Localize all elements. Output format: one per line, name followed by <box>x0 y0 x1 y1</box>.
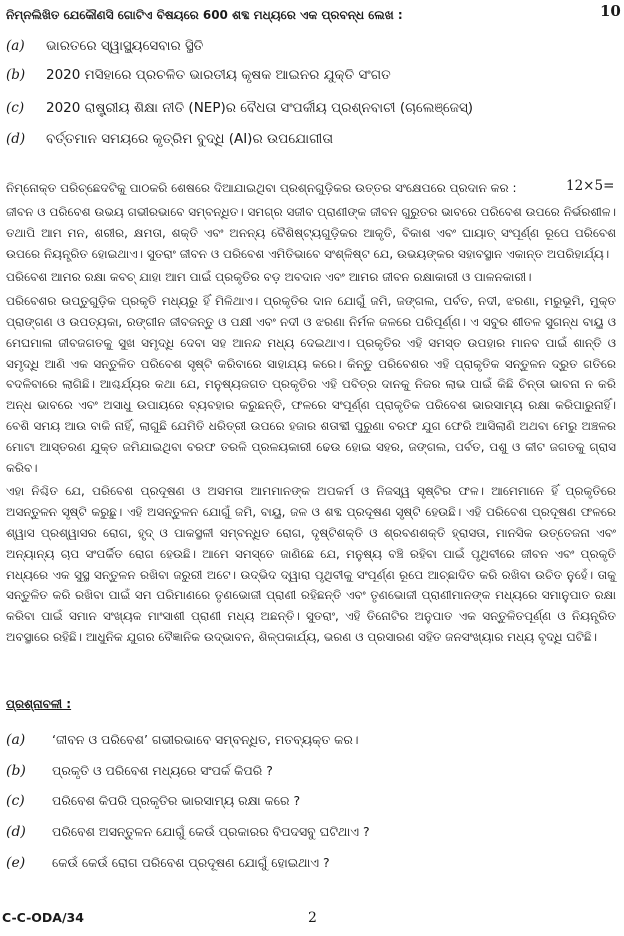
questions-heading: ପ୍ରଶ୍ନାବଳୀ : <box>6 697 72 711</box>
question-label: (d) <box>6 824 26 840</box>
option-text: 2020 ମସିହାରେ ପ୍ରଚଳିତ ଭାରତୀୟ କୃଷକ ଆଇନର ଯୁକ୍ତି ସଂଗତ <box>46 67 391 83</box>
question-text: ପ୍ରକୃତି ଓ ପରିବେଶ ମଧ୍ୟରେ ସଂପର୍କ କିପରି ? <box>52 763 273 778</box>
option-text: ଭାରତରେ ସ୍ୱାସ୍ଥ୍ୟସେବାର ସ୍ଥିତି <box>46 38 204 54</box>
passage-paragraph: ଜୀବନ ଓ ପରିବେଶ ଉଭୟ ଗଭୀରଭାବେ ସମ୍ବନ୍ଧିତ। ସମଗ୍ର ସଜୀବ ପ୍ରାଣୀଙ୍କ ଜୀବନ ଗୁରୁତର ଭାବରେ ପରିବେଶ ଉପରେ ନିର୍ଭରଶୀଳ। ତଥାପି ଆମ ମନ, ଶରୀର, କ୍ଷମତା, ଶକ୍ତି ଏବଂ ଅନନ୍ୟ ବୈଶିଷ୍ଟ୍ୟଗୁଡ଼ିକର ଆକୃତି, ବିକାଶ ଏବଂ ଘାୟାତ୍ ସଂପୂର୍ଣ୍ଣ ରୂପେ ପରିବେଶ ଉପରେ ନିୟନ୍ତ୍ରିତ ହୋଇଥାଏ। ସୁତରାଂ ଜୀବନ ଓ ପରିବେଶ ଏମିତିଭାବେ ସଂଶ୍ଳିଷ୍ଟ ଯେ, ଉଭୟଙ୍କର ସହାବସ୍ଥାନ ଏକାନ୍ତ ଅପରିହାର୍ଯ୍ୟ। <box>6 205 616 261</box>
comprehension-instruction: ନିମ୍ନୋକ୍ତ ପରିଚ୍ଛେଦଟିକୁ ପାଠକରି ଶେଷରେ ଦିଆଯାଇଥିବା ପ୍ରଶ୍ନଗୁଡ଼ିକର ଉତ୍ତର ସଂକ୍ଷେପରେ ପ୍ରଦାନ କର : <box>6 181 517 195</box>
essay-option <box>6 131 333 147</box>
essay-option <box>6 100 473 116</box>
passage-paragraph: ପରିବେଶର ଉପ୍ତୁଗୁଡ଼ିକ ପ୍ରକୃତି ମଧ୍ୟରୁ ହିଁ ମିଳିଥାଏ। ପ୍ରକୃତିର ଦାନ ଯୋଗୁଁ ଜମି, ଜଙ୍ଗଲ, ପର୍ବତ, ନଦୀ, ଝରଣା, ମରୁଭୂମି, ମୁକ୍ତ ପ୍ରାଙ୍ଗଣ ଓ ଉପତ୍ୟକା, ରଙ୍ଗୀନ ଜୀବଜନ୍ତୁ ଓ ପକ୍ଷୀ ଏବଂ ନଦୀ ଓ ଝରଣା ନିର୍ମଳ ଜଳରେ ପରିପୂର୍ଣ୍ଣ। ଏ ସବୁର ଶୀତଳ ସୁଗନ୍ଧ ବାୟୁ ଓ ମେଘମାଳା ଜୀବଜଗତକୁ ସୁଖ ସମୃଦ୍ଧି ଦେବା ସହ ଆନନ୍ଦ ମଧ୍ୟ ଦେଇଥାଏ। ପ୍ରକୃତିର ଏହି ସମସ୍ତ ଉପହାର ମାନବ ପାଇଁ ଶାନ୍ତି ଓ ସମୃଦ୍ଧି ଆଣି ଏକ ସନ୍ତୁଳିତ ପରିବେଶ ସୃଷ୍ଟି କରିବାରେ ସାହାଯ୍ୟ କରେ। କିନ୍ତୁ ପରିବେଶର ଏହି ପ୍ରାକୃତିକ ସନ୍ତୁଳନ ଦ୍ରୁତ ଗତିରେ ବଦଳିବାରେ ଲାଗିଛି। ଆଶ୍ଚର୍ଯ୍ୟର କଥା ଯେ, ମନୁଷ୍ୟଜଗତ ପ୍ରକୃତିର ଏହି ପବିତ୍ର ଦାନକୁ ନିଜର ଲାଭ ପାଇଁ କିଛି ଚିନ୍ତା ଭାବନା ନ କରି ଅନ୍ଧ ଭାବରେ ଏବଂ ଅସାଧୁ ଉପାୟରେ ବ୍ୟବହାର କରୁଛନ୍ତି, ଫଳରେ ସଂପୂର୍ଣ୍ଣ ପ୍ରାକୃତିକ ପରିବେଶ ଭାରସାମ୍ୟ ରକ୍ଷା କରିପାରୁନାହିଁ। ବେଶି ସମୟ ଆଉ ବାକି ନାହିଁ, ଲାଗୁଛି ଯେମିତି ଧରିତ୍ରୀ ଉପରେ ହଜାର ଶତାବ୍ଦୀ ପୁରୁଣା ବରଫ ଯୁଗ ଫେରି ଆସିଲାଣି ଅଥବା ମେରୁ ଅଞ୍ଚଳର ମୋଟା ଆସ୍ତରଣ ଯୁକ୍ତ ଜମିଯାଇଥିବା ବରଫ ତରଳି ପ୍ରଳୟକାରୀ ଢେଉ ହୋଇ ସହର, ଜଙ୍ଗଲ, ପର୍ବତ, ପଶୁ ଓ କୀଟ ଜଗତକୁ ଗ୍ରାସ କରିବ। <box>6 294 616 475</box>
question-item <box>6 732 359 748</box>
question-label: (c) <box>6 793 25 809</box>
question-item <box>6 793 300 809</box>
option-label: (c) <box>6 100 25 116</box>
question-label: (a) <box>6 732 26 748</box>
question-text: କେଉଁ କେଉଁ ରୋଗ ପରିବେଶ ପ୍ରଦୂଷଣ ଯୋଗୁଁ ହୋଇଥାଏ ? <box>52 855 330 870</box>
paper-code: C-C-ODA/34 <box>2 910 84 925</box>
option-label: (d) <box>6 131 26 147</box>
passage-paragraph: ଏହା ନିଶ୍ଚିତ ଯେ, ପରିବେଶ ପ୍ରଦୂଷଣ ଓ ଅସମତା ଆମମାନଙ୍କ ଅପକର୍ମ ଓ ନିଜସ୍ୱ ସୃଷ୍ଟିର ଫଳ। ଆମେମାନେ ହିଁ ପ୍ରକୃତିରେ ଅସନ୍ତୁଳନ ସୃଷ୍ଟି କରୁଛୁ। ଏହି ଅସନ୍ତୁଳନ ଯୋଗୁଁ ଜମି, ବାୟୁ, ଜଳ ଓ ଶବ୍ଦ ପ୍ରଦୂଷଣ ସୃଷ୍ଟି ହେଉଛି। ଏହି ପରିବେଶ ପ୍ରଦୂଷଣ ଫଳରେ ଶ୍ୱାସ ପ୍ରଶ୍ୱାସର ରୋଗ, ହୃଦ୍ ଓ ପାକସ୍ଥଳୀ ସମ୍ବନ୍ଧିତ ରୋଗ, ଦୃଷ୍ଟିଶକ୍ତି ଓ ଶ୍ରବଣଶକ୍ତି ହ୍ରାସତା, ମାନସିକ ଉତ୍ତେଜନା ଏବଂ ଅନ୍ୟାନ୍ୟ ଚାପ ସଂପର୍କିତ ରୋଗ ହେଉଛି। ଆମେ ସମସ୍ତେ ଜାଣିଛେ ଯେ, ମନୁଷ୍ୟ ବଞ୍ଚି ରହିବା ପାଇଁ ପୃଥିବୀରେ ଜୀବନ ଏବଂ ପ୍ରକୃତି ମଧ୍ୟରେ ଏକ ସୁସ୍ଥ ସନ୍ତୁଳନ ରଖିବା ଜରୁରୀ ଅଟେ। ଉଦ୍ଭିଦ ଦ୍ୱାରା ପୃଥିବୀକୁ ସଂପୂର୍ଣ୍ଣ ରୂପେ ଆଚ୍ଛାଦିତ କରି ରଖିବା ଉଚିତ ନୁହେଁ। ତାକୁ ସନ୍ତୁଳିତ କରି ରଖିବା ପାଇଁ ସମ ପରିମାଣରେ ତୃଣଭୋଜୀ ପ୍ରାଣୀ ରହିଛନ୍ତି ଏବଂ ତୃଣଭୋଜୀ ପ୍ରାଣୀମାନଙ୍କ ମଧ୍ୟରେ ସମାନୁପାତ ରକ୍ଷା କରିବା ପାଇଁ ସମାନ ସଂଖ୍ୟକ ମାଂସାଶୀ ପ୍ରାଣୀ ମଧ୍ୟ ଅଛନ୍ତି। ସୁତରାଂ, ଏହି ତିନୋଟିର ଅନୁପାତ ଏକ ସନ୍ତୁଳିତପୂର୍ଣ୍ଣ ଓ ନିୟନ୍ତ୍ରିତ ଅବସ୍ଥାରେ ରହିଛି। ଆଧୁନିକ ଯୁଗର ବୈଜ୍ଞାନିକ ଉଦ୍ଭାବନ, ଶିଳ୍ପକାର୍ଯ୍ୟ, ଭରଣ ଓ ପ୍ରସାରଣ ସହିତ ଜନସଂଖ୍ୟାର ମଧ୍ୟ ବୃଦ୍ଧି ଘଟିଛି। <box>6 484 616 644</box>
question-text: ‘ଜୀବନ ଓ ପରିବେଶ’ ଗଭୀରଭାବେ ସମ୍ବନ୍ଧିତ, ମତବ୍ୟକ୍ତ କର। <box>52 732 359 747</box>
question-item <box>6 763 273 779</box>
question-item <box>6 824 370 840</box>
question-item <box>6 855 330 871</box>
option-text: 2020 ରାଷ୍ଟ୍ରୀୟ ଶିକ୍ଷା ନୀତି (NEP)ର ବୈଧତା ସଂପର୍କୀୟ ପ୍ରଶ୍ନବାଚୀ (ଚାଲେଞ୍ଜେସ୍) <box>46 100 474 116</box>
essay-instruction: ନିମ୍ନଲିଖିତ ଯେକୌଣସି ଗୋଟିଏ ବିଷୟରେ 600 ଶବ୍ଦ ମଧ୍ୟରେ ଏକ ପ୍ରବନ୍ଧ ଲେଖ : <box>6 8 403 22</box>
question-label: (e) <box>6 855 26 871</box>
essay-option <box>6 38 203 54</box>
essay-option <box>6 67 391 83</box>
passage-paragraph: ପରିବେଶ ଆମର ରକ୍ଷା କବଚ୍ ଯାହା ଆମ ପାଇଁ ପ୍ରକୃତିର ବଡ଼ ଅବଦାନ ଏବଂ ଆମର ଜୀବନ ରକ୍ଷାକାରୀ ଓ ପାଳନକାରୀ। <box>6 270 532 285</box>
passage <box>6 202 616 651</box>
question-text: ପରିବେଶ କିପରି ପ୍ରକୃତିର ଭାରସାମ୍ୟ ରକ୍ଷା କରେ ? <box>52 793 301 808</box>
question-label: (b) <box>6 763 26 779</box>
option-text: ବର୍ତ୍ତମାନ ସମୟରେ କୃତ୍ରିମ ବୁଦ୍ଧି (AI)ର ଉପଯୋଗୀତା <box>46 131 334 147</box>
question-text: ପରିବେଶ ଅସନ୍ତୁଳନ ଯୋଗୁଁ କେଉଁ ପ୍ରକାରର ବିପଦସବୁ ଘଟିଥାଏ ? <box>52 824 370 839</box>
section-marks: 10 <box>600 2 621 20</box>
comprehension-marks: 12×5= <box>566 178 615 194</box>
page-number: 2 <box>308 910 317 926</box>
option-label: (b) <box>6 67 26 83</box>
option-label: (a) <box>6 38 25 54</box>
